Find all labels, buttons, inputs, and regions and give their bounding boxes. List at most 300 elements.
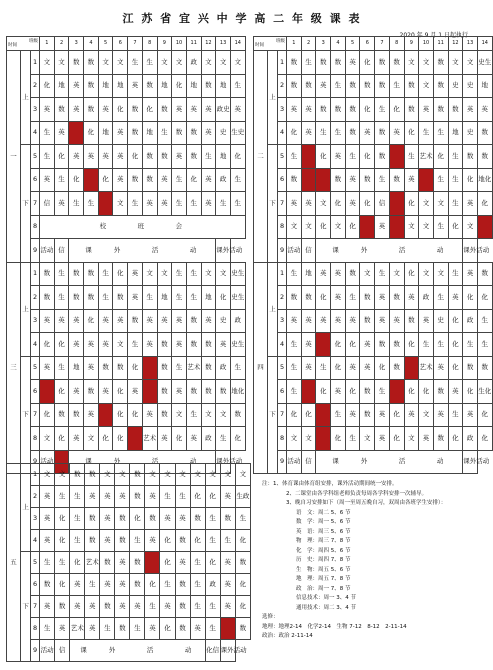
lesson-cell: 数	[85, 508, 100, 530]
lesson-cell: 英	[331, 309, 346, 333]
period-pm: 下	[268, 356, 278, 474]
note-3: 3、晚自习安排如下（周一至周五晚自习，双周由各班学生安排）：	[286, 500, 447, 506]
lesson-cell: 化	[331, 333, 346, 357]
lesson-cell: 数	[230, 403, 245, 427]
lesson-cell: 数	[142, 74, 157, 98]
lesson-cell: 生	[230, 356, 245, 380]
lesson-cell: 化	[128, 403, 143, 427]
period-number: 1	[31, 262, 40, 286]
lesson-cell: 英	[463, 98, 478, 122]
lesson-cell: 生	[128, 192, 143, 216]
period-pm: 下	[268, 145, 278, 263]
lesson-cell: 数	[477, 262, 492, 286]
lesson-cell: 化	[477, 427, 492, 451]
extracurricular-activity: 课外活动	[463, 239, 478, 263]
note-6: 政治：政治 2-11-14	[262, 633, 313, 639]
lesson-cell: 英	[157, 309, 172, 333]
lesson-cell: 化	[287, 403, 302, 427]
lesson-cell: 数	[375, 74, 390, 98]
lesson-cell: 政	[186, 51, 201, 75]
lesson-cell: 数	[157, 403, 172, 427]
lesson-cell: 文	[172, 403, 187, 427]
lesson-cell: 文	[404, 427, 419, 451]
extracurricular-activity: 课 外 活 动	[316, 450, 463, 474]
corner-class-label: 班级	[29, 39, 39, 44]
lesson-cell: 英	[70, 574, 85, 596]
lesson-cell: 文	[433, 262, 448, 286]
day-label: 二	[254, 51, 268, 263]
lesson-cell: 化	[160, 552, 175, 574]
lesson-cell: 数	[201, 333, 216, 357]
lesson-cell: 政	[463, 309, 478, 333]
lesson-cell: 文	[172, 51, 187, 75]
lesson-cell: 英	[287, 192, 302, 216]
lesson-cell: 地	[186, 74, 201, 98]
period-number: 5	[31, 356, 40, 380]
lesson-cell: 数	[157, 98, 172, 122]
activity-cell: 信	[55, 640, 70, 662]
lesson-cell: 英	[130, 596, 145, 618]
lesson-cell: 数	[404, 98, 419, 122]
lesson-cell: 英	[157, 427, 172, 451]
lesson-cell: 数	[84, 380, 99, 404]
lesson-cell: 化	[205, 486, 220, 508]
lesson-cell: 文	[157, 262, 172, 286]
lesson-cell: 地	[98, 121, 113, 145]
lesson-cell: 政史	[216, 98, 231, 122]
lesson-cell: 地	[54, 74, 69, 98]
lesson-cell	[389, 192, 404, 216]
lesson-cell: 生	[100, 618, 115, 640]
lesson-cell: 化	[40, 333, 55, 357]
lesson-cell: 英	[360, 356, 375, 380]
lesson-cell: 生	[419, 121, 434, 145]
lesson-cell: 英	[100, 574, 115, 596]
lesson-cell: 化	[235, 596, 250, 618]
lesson-cell: 生	[463, 333, 478, 357]
lesson-cell: 化	[230, 145, 245, 169]
lesson-cell: 英	[115, 596, 130, 618]
class-header: 14	[477, 37, 492, 51]
lesson-cell: 生	[375, 98, 390, 122]
lesson-cell: 生	[230, 74, 245, 98]
period-number: 6	[31, 380, 40, 404]
lesson-cell: 文	[113, 51, 128, 75]
lesson-cell: 数	[40, 286, 55, 310]
lesson-cell	[477, 215, 492, 239]
lesson-cell: 生	[230, 168, 245, 192]
lesson-cell: 数	[84, 262, 99, 286]
day-label: 五	[7, 464, 21, 662]
lesson-cell: 英	[331, 286, 346, 310]
lesson-cell: 化	[113, 403, 128, 427]
period-number: 3	[31, 508, 40, 530]
lesson-cell: 艺术	[419, 145, 434, 169]
class-header: 13	[216, 37, 231, 51]
lesson-cell: 化	[463, 286, 478, 310]
lesson-cell: 数	[201, 356, 216, 380]
period-number: 4	[278, 333, 287, 357]
lesson-cell: 英	[69, 98, 84, 122]
lesson-cell: 英	[316, 309, 331, 333]
period-am: 上	[21, 464, 31, 552]
lesson-cell: 数	[128, 121, 143, 145]
lesson-cell: 生	[69, 192, 84, 216]
lesson-cell: 英	[345, 309, 360, 333]
lesson-cell: 化	[316, 145, 331, 169]
lesson-cell: 生	[172, 192, 187, 216]
lesson-cell: 生	[235, 508, 250, 530]
lesson-cell: 英	[128, 380, 143, 404]
lesson-cell: 政	[419, 286, 434, 310]
lesson-cell: 文	[113, 333, 128, 357]
lesson-cell: 生	[216, 192, 231, 216]
lesson-cell: 地	[157, 74, 172, 98]
lesson-cell: 数	[69, 286, 84, 310]
lesson-cell: 数	[235, 618, 250, 640]
lesson-cell: 文	[389, 262, 404, 286]
lesson-cell: 数	[85, 464, 100, 486]
lesson-cell: 英	[316, 74, 331, 98]
lesson-cell: 生	[287, 356, 302, 380]
lesson-cell: 英	[404, 403, 419, 427]
lesson-cell: 生	[98, 262, 113, 286]
lesson-cell: 英	[100, 508, 115, 530]
lesson-cell: 英	[69, 309, 84, 333]
lesson-cell: 英	[230, 98, 245, 122]
lesson-cell: 英	[54, 121, 69, 145]
class-meeting: 校 班 会	[40, 215, 246, 239]
lesson-cell: 数	[375, 51, 390, 75]
lesson-cell: 英	[115, 486, 130, 508]
lesson-cell: 化	[70, 552, 85, 574]
lesson-cell: 数	[287, 168, 302, 192]
lesson-cell: 文	[448, 51, 463, 75]
lesson-cell: 文	[84, 427, 99, 451]
lesson-cell: 史生	[230, 286, 245, 310]
lesson-cell: 化	[433, 145, 448, 169]
lesson-cell: 数	[70, 464, 85, 486]
evening-study-item: 信息技术：周一 3、4 节	[296, 595, 356, 601]
class-header: 9	[404, 37, 419, 51]
class-header: 2	[301, 37, 316, 51]
lesson-cell: 生	[448, 145, 463, 169]
lesson-cell	[360, 215, 375, 239]
lesson-cell: 文	[113, 192, 128, 216]
lesson-cell: 地	[216, 74, 231, 98]
extracurricular-activity: 课 外 活 动	[70, 640, 205, 662]
lesson-cell: 化	[230, 427, 245, 451]
period-pm: 下	[21, 552, 31, 662]
lesson-cell: 生	[331, 74, 346, 98]
lesson-cell: 英	[186, 427, 201, 451]
lesson-cell: 数	[360, 380, 375, 404]
lesson-cell: 化	[128, 145, 143, 169]
lesson-cell: 数	[477, 145, 492, 169]
lesson-cell: 化	[40, 74, 55, 98]
lesson-cell: 生	[448, 192, 463, 216]
period-am: 上	[268, 51, 278, 145]
period-number: 4	[31, 121, 40, 145]
lesson-cell: 数	[69, 51, 84, 75]
lesson-cell: 英	[172, 333, 187, 357]
lesson-cell: 英	[301, 356, 316, 380]
class-header: 5	[345, 37, 360, 51]
corner-class-label: 班级	[276, 39, 286, 44]
lesson-cell: 化	[477, 286, 492, 310]
lesson-cell: 化	[316, 215, 331, 239]
corner-header	[7, 37, 40, 51]
lesson-cell: 英	[157, 168, 172, 192]
lesson-cell: 英	[145, 530, 160, 552]
period-number: 7	[278, 403, 287, 427]
lesson-cell: 文	[404, 51, 419, 75]
lesson-cell: 数	[84, 98, 99, 122]
lesson-cell: 英	[115, 552, 130, 574]
period-number: 5	[31, 552, 40, 574]
lesson-cell: 文	[201, 403, 216, 427]
lesson-cell: 英	[186, 98, 201, 122]
lesson-cell: 化	[54, 380, 69, 404]
evening-study-item: 政 治：周一 7、8 节	[296, 585, 351, 592]
lesson-cell: 英	[113, 309, 128, 333]
lesson-cell: 化	[448, 309, 463, 333]
class-header: 12	[448, 37, 463, 51]
lesson-cell: 化	[128, 356, 143, 380]
lesson-cell: 英	[389, 121, 404, 145]
lesson-cell: 生	[186, 286, 201, 310]
lesson-cell	[40, 380, 55, 404]
lesson-cell: 生	[448, 262, 463, 286]
lesson-cell: 数	[375, 145, 390, 169]
lesson-cell: 文	[40, 51, 55, 75]
lesson-cell: 化	[160, 618, 175, 640]
lesson-cell: 数	[85, 530, 100, 552]
lesson-cell: 生	[190, 596, 205, 618]
lesson-cell: 数	[84, 74, 99, 98]
lesson-cell: 化	[389, 98, 404, 122]
lesson-cell: 英	[463, 262, 478, 286]
lesson-cell: 数	[157, 145, 172, 169]
lesson-cell: 生	[216, 427, 231, 451]
lesson-cell: 数	[463, 145, 478, 169]
lesson-cell: 英	[113, 168, 128, 192]
lesson-cell: 生	[287, 380, 302, 404]
period-number: 8	[278, 427, 287, 451]
lesson-cell: 文	[419, 262, 434, 286]
lesson-cell: 生	[433, 215, 448, 239]
period-pm: 下	[21, 145, 31, 263]
lesson-cell: 英	[145, 618, 160, 640]
lesson-cell: 英	[419, 98, 434, 122]
lesson-cell: 数	[100, 596, 115, 618]
lesson-cell: 英	[404, 168, 419, 192]
extracurricular-activity: 课外活动	[463, 450, 478, 474]
lesson-cell: 化	[389, 427, 404, 451]
lesson-cell: 化	[287, 121, 302, 145]
lesson-cell: 英	[375, 286, 390, 310]
period-number: 4	[278, 121, 287, 145]
lesson-cell: 英	[172, 309, 187, 333]
period-number: 9	[31, 450, 40, 474]
period-pm: 下	[21, 356, 31, 474]
lesson-cell: 生	[230, 192, 245, 216]
lesson-cell: 文	[433, 192, 448, 216]
lesson-cell: 数	[433, 74, 448, 98]
lesson-cell: 英	[301, 309, 316, 333]
lesson-cell: 生	[172, 168, 187, 192]
lesson-cell: 化	[375, 356, 390, 380]
lesson-cell: 文	[463, 51, 478, 75]
lesson-cell: 史	[448, 74, 463, 98]
lesson-cell: 生	[287, 262, 302, 286]
lesson-cell: 英	[128, 262, 143, 286]
lesson-cell: 英	[345, 403, 360, 427]
corner-time-label: 时间	[8, 43, 17, 48]
lesson-cell: 数	[40, 262, 55, 286]
lesson-cell: 英	[85, 486, 100, 508]
period-number: 6	[278, 380, 287, 404]
lesson-cell: 化	[463, 168, 478, 192]
lesson-cell: 史	[216, 309, 231, 333]
lesson-cell: 英	[301, 121, 316, 145]
lesson-cell: 英	[220, 596, 235, 618]
lesson-cell: 数	[142, 168, 157, 192]
lesson-cell: 英	[220, 552, 235, 574]
lesson-cell: 英	[345, 356, 360, 380]
lesson-cell: 生	[301, 51, 316, 75]
lesson-cell: 生	[205, 508, 220, 530]
lesson-cell: 生	[316, 121, 331, 145]
class-header: 1	[287, 37, 302, 51]
lesson-cell: 英	[85, 596, 100, 618]
lesson-cell: 英	[172, 145, 187, 169]
lesson-cell: 英	[389, 309, 404, 333]
lesson-cell: 英	[142, 192, 157, 216]
lesson-cell: 数	[157, 380, 172, 404]
lesson-cell: 英	[115, 574, 130, 596]
lesson-cell: 数	[175, 574, 190, 596]
period-number: 2	[31, 286, 40, 310]
lesson-cell: 化	[130, 508, 145, 530]
lesson-cell: 英	[40, 309, 55, 333]
lesson-cell: 英	[419, 309, 434, 333]
lesson-cell: 生	[433, 333, 448, 357]
lesson-cell: 生	[128, 333, 143, 357]
lesson-cell: 生	[205, 618, 220, 640]
lesson-cell: 生	[205, 596, 220, 618]
lesson-cell: 英	[345, 168, 360, 192]
lesson-cell: 文	[463, 215, 478, 239]
period-number: 1	[278, 51, 287, 75]
day-label: 四	[254, 262, 268, 474]
lesson-cell: 生	[345, 427, 360, 451]
lesson-cell: 化	[172, 74, 187, 98]
lesson-cell: 英	[220, 574, 235, 596]
lesson-cell: 化	[55, 508, 70, 530]
lesson-cell: 英	[54, 192, 69, 216]
lesson-cell: 数	[186, 333, 201, 357]
lesson-cell: 英	[301, 333, 316, 357]
lesson-cell: 地	[201, 286, 216, 310]
evening-study-item: 数 学：周一 5、6 节	[296, 519, 351, 525]
lesson-cell: 数	[360, 168, 375, 192]
lesson-cell	[389, 380, 404, 404]
lesson-cell: 文	[142, 262, 157, 286]
lesson-cell: 化	[448, 356, 463, 380]
lesson-cell: 史	[433, 309, 448, 333]
lesson-cell: 英	[40, 98, 55, 122]
lesson-cell: 数	[360, 286, 375, 310]
lesson-cell: 生	[345, 286, 360, 310]
lesson-cell: 艺术	[70, 618, 85, 640]
lesson-cell: 化	[301, 403, 316, 427]
lesson-cell: 生	[70, 486, 85, 508]
day-label: 三	[7, 262, 21, 474]
evening-study-item: 生 物：周五 5、6 节	[296, 566, 351, 573]
period-number: 2	[278, 74, 287, 98]
activity-cell: 活动	[40, 450, 55, 474]
lesson-cell: 英	[175, 552, 190, 574]
lesson-cell: 数	[389, 51, 404, 75]
lesson-cell: 文	[360, 427, 375, 451]
lesson-cell: 化	[145, 574, 160, 596]
page-title: 江 苏 省 宜 兴 中 学 高 二 年 级 课 表	[122, 12, 362, 25]
lesson-cell: 数	[389, 168, 404, 192]
lesson-cell: 数	[55, 596, 70, 618]
lesson-cell: 数	[172, 121, 187, 145]
class-header: 3	[316, 37, 331, 51]
lesson-cell: 化	[40, 403, 55, 427]
lesson-cell: 文	[419, 192, 434, 216]
class-header: 11	[433, 37, 448, 51]
lesson-cell: 地	[113, 74, 128, 98]
lesson-cell: 英	[216, 333, 231, 357]
class-header: 2	[54, 37, 69, 51]
lesson-cell: 化	[205, 552, 220, 574]
lesson-cell: 英	[331, 380, 346, 404]
lesson-cell: 英	[160, 508, 175, 530]
period-number: 9	[31, 239, 40, 263]
period-number: 3	[278, 98, 287, 122]
lesson-cell: 英	[70, 596, 85, 618]
lesson-cell: 化	[55, 530, 70, 552]
period-number: 9	[278, 239, 287, 263]
lesson-cell: 英	[331, 145, 346, 169]
lesson-cell: 化	[448, 333, 463, 357]
lesson-cell: 英	[316, 262, 331, 286]
lesson-cell: 生	[404, 145, 419, 169]
lesson-cell: 数	[201, 380, 216, 404]
activity-cell: 活动	[40, 640, 55, 662]
lesson-cell: 数	[113, 356, 128, 380]
lesson-cell: 文	[419, 215, 434, 239]
class-header: 9	[157, 37, 172, 51]
lesson-cell: 数	[142, 145, 157, 169]
lesson-cell: 化	[190, 530, 205, 552]
lesson-cell: 生	[220, 530, 235, 552]
lesson-cell: 文	[287, 427, 302, 451]
lesson-cell: 英	[98, 380, 113, 404]
lesson-cell: 英	[40, 356, 55, 380]
lesson-cell: 化	[216, 286, 231, 310]
period-number: 5	[278, 356, 287, 380]
period-number: 1	[31, 51, 40, 75]
lesson-cell: 史	[216, 121, 231, 145]
lesson-cell: 英	[433, 403, 448, 427]
lesson-cell: 文	[201, 51, 216, 75]
activity-cell: 活动	[40, 239, 55, 263]
